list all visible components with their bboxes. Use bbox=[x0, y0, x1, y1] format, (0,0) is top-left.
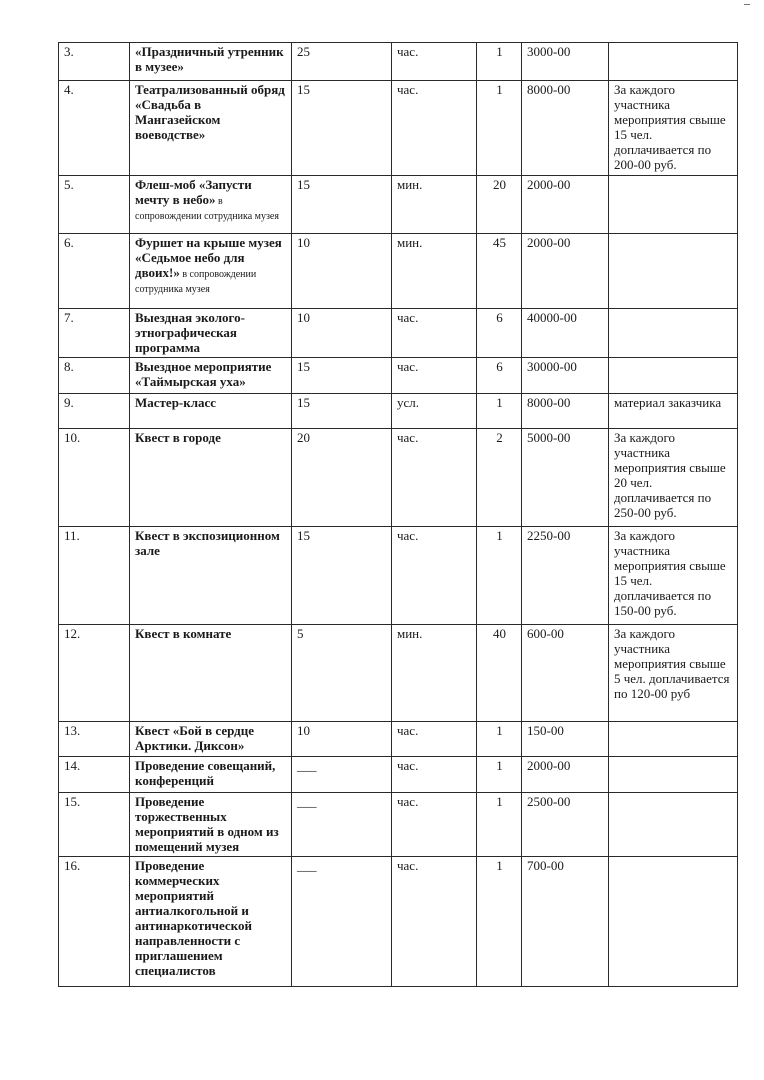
row-number-cell bbox=[59, 81, 130, 176]
unit: час. bbox=[397, 528, 419, 543]
table-row bbox=[59, 358, 738, 394]
table-row bbox=[59, 429, 738, 527]
event-name: Театрализованный обряд «Свадьба в Мангазейском воеводстве» bbox=[135, 82, 285, 142]
price-cell bbox=[522, 625, 609, 722]
remark-cell bbox=[609, 176, 738, 234]
event-name-cell bbox=[130, 81, 292, 176]
duration: 6 bbox=[496, 359, 503, 374]
remark-cell bbox=[609, 722, 738, 757]
event-note: в сопровождении сотрудника музея bbox=[135, 196, 279, 222]
event-name-cell bbox=[130, 176, 292, 234]
event-name-cell bbox=[130, 793, 292, 857]
price: 2000-00 bbox=[527, 177, 571, 192]
remark-cell bbox=[609, 429, 738, 527]
row-number: 16. bbox=[64, 858, 81, 873]
table-row bbox=[59, 722, 738, 757]
duration-cell bbox=[477, 309, 522, 358]
unit: час. bbox=[397, 359, 419, 374]
duration: 20 bbox=[493, 177, 506, 192]
row-number-cell bbox=[59, 176, 130, 234]
unit: мин. bbox=[397, 235, 423, 250]
duration: 1 bbox=[496, 44, 503, 59]
event-name: Квест в экспозиционном зале bbox=[135, 528, 280, 558]
unit-cell bbox=[392, 176, 477, 234]
unit: час. bbox=[397, 794, 419, 809]
price-table-body bbox=[59, 43, 738, 987]
event-name-cell bbox=[130, 757, 292, 793]
unit-cell bbox=[392, 429, 477, 527]
table-row bbox=[59, 81, 738, 176]
event-name-cell bbox=[130, 394, 292, 429]
participants: 15 bbox=[297, 528, 310, 543]
price: 2500-00 bbox=[527, 794, 571, 809]
row-number: 15. bbox=[64, 794, 81, 809]
duration-cell bbox=[477, 757, 522, 793]
unit-cell bbox=[392, 722, 477, 757]
participants-cell bbox=[292, 394, 392, 429]
participants: 5 bbox=[297, 626, 304, 641]
table-row bbox=[59, 234, 738, 309]
unit-cell bbox=[392, 394, 477, 429]
remark-cell bbox=[609, 394, 738, 429]
event-name-cell bbox=[130, 43, 292, 81]
unit: час. bbox=[397, 44, 419, 59]
price-table bbox=[58, 42, 738, 987]
table-row bbox=[59, 43, 738, 81]
event-name-cell bbox=[130, 429, 292, 527]
duration: 6 bbox=[496, 310, 503, 325]
price: 8000-00 bbox=[527, 82, 571, 97]
duration-cell bbox=[477, 81, 522, 176]
row-number-cell bbox=[59, 857, 130, 987]
duration-cell bbox=[477, 394, 522, 429]
duration: 1 bbox=[496, 858, 503, 873]
remark: За каждого участника мероприятия свыше 15 чел. доплачивается по 150-00 руб. bbox=[614, 528, 726, 618]
table-row bbox=[59, 394, 738, 429]
participants-cell bbox=[292, 757, 392, 793]
duration: 1 bbox=[496, 758, 503, 773]
participants-cell bbox=[292, 527, 392, 625]
row-number-cell bbox=[59, 722, 130, 757]
duration-cell bbox=[477, 176, 522, 234]
event-name-cell bbox=[130, 625, 292, 722]
event-name: Выездная эколого-этнографическая программа bbox=[135, 310, 245, 355]
table-row bbox=[59, 857, 738, 987]
table-row bbox=[59, 176, 738, 234]
participants: 10 bbox=[297, 723, 310, 738]
unit-cell bbox=[392, 793, 477, 857]
event-note: в сопровождении сотрудника музея bbox=[135, 269, 257, 295]
participants-cell bbox=[292, 43, 392, 81]
price-cell bbox=[522, 176, 609, 234]
unit: час. bbox=[397, 82, 419, 97]
price-cell bbox=[522, 722, 609, 757]
table-row bbox=[59, 309, 738, 358]
participants: 15 bbox=[297, 395, 310, 410]
row-number-cell bbox=[59, 309, 130, 358]
event-name-cell bbox=[130, 722, 292, 757]
duration: 1 bbox=[496, 528, 503, 543]
duration-cell bbox=[477, 234, 522, 309]
remark: За каждого участника мероприятия свыше 20 чел. доплачивается по 250-00 руб. bbox=[614, 430, 726, 520]
price-cell bbox=[522, 234, 609, 309]
row-number-cell bbox=[59, 234, 130, 309]
participants-cell bbox=[292, 176, 392, 234]
unit-cell bbox=[392, 358, 477, 394]
unit-cell bbox=[392, 43, 477, 81]
participants-cell bbox=[292, 309, 392, 358]
unit: час. bbox=[397, 310, 419, 325]
duration-cell bbox=[477, 722, 522, 757]
participants-cell bbox=[292, 81, 392, 176]
remark-cell bbox=[609, 793, 738, 857]
participants-cell bbox=[292, 857, 392, 987]
duration: 40 bbox=[493, 626, 506, 641]
scan-mark bbox=[744, 4, 750, 5]
participants: 15 bbox=[297, 177, 310, 192]
event-name: Выездное мероприятие «Таймырская уха» bbox=[135, 359, 272, 389]
remark: материал заказчика bbox=[614, 395, 722, 410]
price: 2000-00 bbox=[527, 758, 571, 773]
remark-cell bbox=[609, 857, 738, 987]
unit-cell bbox=[392, 857, 477, 987]
duration-cell bbox=[477, 527, 522, 625]
participants: 15 bbox=[297, 359, 310, 374]
event-name-cell bbox=[130, 857, 292, 987]
row-number-cell bbox=[59, 394, 130, 429]
table-row bbox=[59, 757, 738, 793]
unit: час. bbox=[397, 723, 419, 738]
duration: 45 bbox=[493, 235, 506, 250]
price: 8000-00 bbox=[527, 395, 571, 410]
duration-cell bbox=[477, 857, 522, 987]
row-number: 4. bbox=[64, 82, 74, 97]
remark-cell bbox=[609, 234, 738, 309]
row-number: 9. bbox=[64, 395, 74, 410]
duration-cell bbox=[477, 429, 522, 527]
duration-cell bbox=[477, 793, 522, 857]
unit: час. bbox=[397, 430, 419, 445]
participants-cell bbox=[292, 625, 392, 722]
row-number: 6. bbox=[64, 235, 74, 250]
price-cell bbox=[522, 429, 609, 527]
unit-cell bbox=[392, 625, 477, 722]
table-row bbox=[59, 793, 738, 857]
price-cell bbox=[522, 81, 609, 176]
price: 700-00 bbox=[527, 858, 564, 873]
participants: ___ bbox=[297, 758, 317, 773]
table-row bbox=[59, 527, 738, 625]
participants: 10 bbox=[297, 310, 310, 325]
event-name: Фуршет на крыше музея «Седьмое небо для двоих!» bbox=[135, 235, 282, 280]
remark: За каждого участника мероприятия свыше 15 чел. доплачивается по 200-00 руб. bbox=[614, 82, 726, 172]
duration: 1 bbox=[496, 395, 503, 410]
row-number: 14. bbox=[64, 758, 81, 773]
event-name-cell bbox=[130, 358, 292, 394]
duration-cell bbox=[477, 625, 522, 722]
row-number-cell bbox=[59, 429, 130, 527]
participants-cell bbox=[292, 234, 392, 309]
unit-cell bbox=[392, 757, 477, 793]
row-number: 5. bbox=[64, 177, 74, 192]
event-name-cell bbox=[130, 309, 292, 358]
row-number-cell bbox=[59, 43, 130, 81]
participants-cell bbox=[292, 358, 392, 394]
row-number-cell bbox=[59, 625, 130, 722]
event-name: Квест в городе bbox=[135, 430, 221, 445]
participants: 15 bbox=[297, 82, 310, 97]
remark-cell bbox=[609, 527, 738, 625]
event-name-cell bbox=[130, 234, 292, 309]
duration: 1 bbox=[496, 723, 503, 738]
price-cell bbox=[522, 857, 609, 987]
unit: час. bbox=[397, 758, 419, 773]
price: 2000-00 bbox=[527, 235, 571, 250]
event-name-cell bbox=[130, 527, 292, 625]
participants: 25 bbox=[297, 44, 310, 59]
price-cell bbox=[522, 527, 609, 625]
event-name: Квест «Бой в сердце Арктики. Диксон» bbox=[135, 723, 254, 753]
event-name: «Праздничный утренник в музее» bbox=[135, 44, 284, 74]
remark-cell bbox=[609, 43, 738, 81]
unit-cell bbox=[392, 234, 477, 309]
table-row bbox=[59, 625, 738, 722]
duration-cell bbox=[477, 43, 522, 81]
unit: усл. bbox=[397, 395, 420, 410]
row-number: 8. bbox=[64, 359, 74, 374]
price: 40000-00 bbox=[527, 310, 577, 325]
row-number: 13. bbox=[64, 723, 81, 738]
duration: 2 bbox=[496, 430, 503, 445]
duration: 1 bbox=[496, 794, 503, 809]
remark-cell bbox=[609, 358, 738, 394]
row-number-cell bbox=[59, 527, 130, 625]
participants: ___ bbox=[297, 858, 317, 873]
participants-cell bbox=[292, 429, 392, 527]
participants: ___ bbox=[297, 794, 317, 809]
remark-cell bbox=[609, 81, 738, 176]
remark-cell bbox=[609, 757, 738, 793]
row-number-cell bbox=[59, 793, 130, 857]
event-name: Проведение совещаний, конференций bbox=[135, 758, 276, 788]
price-cell bbox=[522, 43, 609, 81]
participants-cell bbox=[292, 722, 392, 757]
row-number-cell bbox=[59, 358, 130, 394]
unit-cell bbox=[392, 309, 477, 358]
remark: За каждого участника мероприятия свыше 5 чел. доплачивается по 120-00 руб bbox=[614, 626, 730, 701]
price: 30000-00 bbox=[527, 359, 577, 374]
participants-cell bbox=[292, 793, 392, 857]
row-number-cell bbox=[59, 757, 130, 793]
price-cell bbox=[522, 358, 609, 394]
duration-cell bbox=[477, 358, 522, 394]
unit-cell bbox=[392, 527, 477, 625]
remark-cell bbox=[609, 625, 738, 722]
price: 150-00 bbox=[527, 723, 564, 738]
participants: 10 bbox=[297, 235, 310, 250]
price-cell bbox=[522, 309, 609, 358]
price-cell bbox=[522, 757, 609, 793]
event-name: Проведение торжественных мероприятий в одном из помещений музея bbox=[135, 794, 279, 854]
price: 2250-00 bbox=[527, 528, 571, 543]
duration: 1 bbox=[496, 82, 503, 97]
participants: 20 bbox=[297, 430, 310, 445]
event-name: Проведение коммерческих мероприятий антиалкогольной и антинаркотической направленности с приглашением специалистов bbox=[135, 858, 252, 978]
event-name: Мастер-класс bbox=[135, 395, 217, 410]
row-number: 7. bbox=[64, 310, 74, 325]
unit: мин. bbox=[397, 177, 423, 192]
event-name: Квест в комнате bbox=[135, 626, 232, 641]
row-number: 11. bbox=[64, 528, 80, 543]
event-name: Флеш-моб «Запусти мечту в небо» bbox=[135, 177, 252, 207]
row-number: 10. bbox=[64, 430, 81, 445]
price: 3000-00 bbox=[527, 44, 571, 59]
row-number: 12. bbox=[64, 626, 81, 641]
unit-cell bbox=[392, 81, 477, 176]
price: 5000-00 bbox=[527, 430, 571, 445]
price-cell bbox=[522, 394, 609, 429]
remark-cell bbox=[609, 309, 738, 358]
price: 600-00 bbox=[527, 626, 564, 641]
unit: час. bbox=[397, 858, 419, 873]
row-number: 3. bbox=[64, 44, 74, 59]
unit: мин. bbox=[397, 626, 423, 641]
price-cell bbox=[522, 793, 609, 857]
